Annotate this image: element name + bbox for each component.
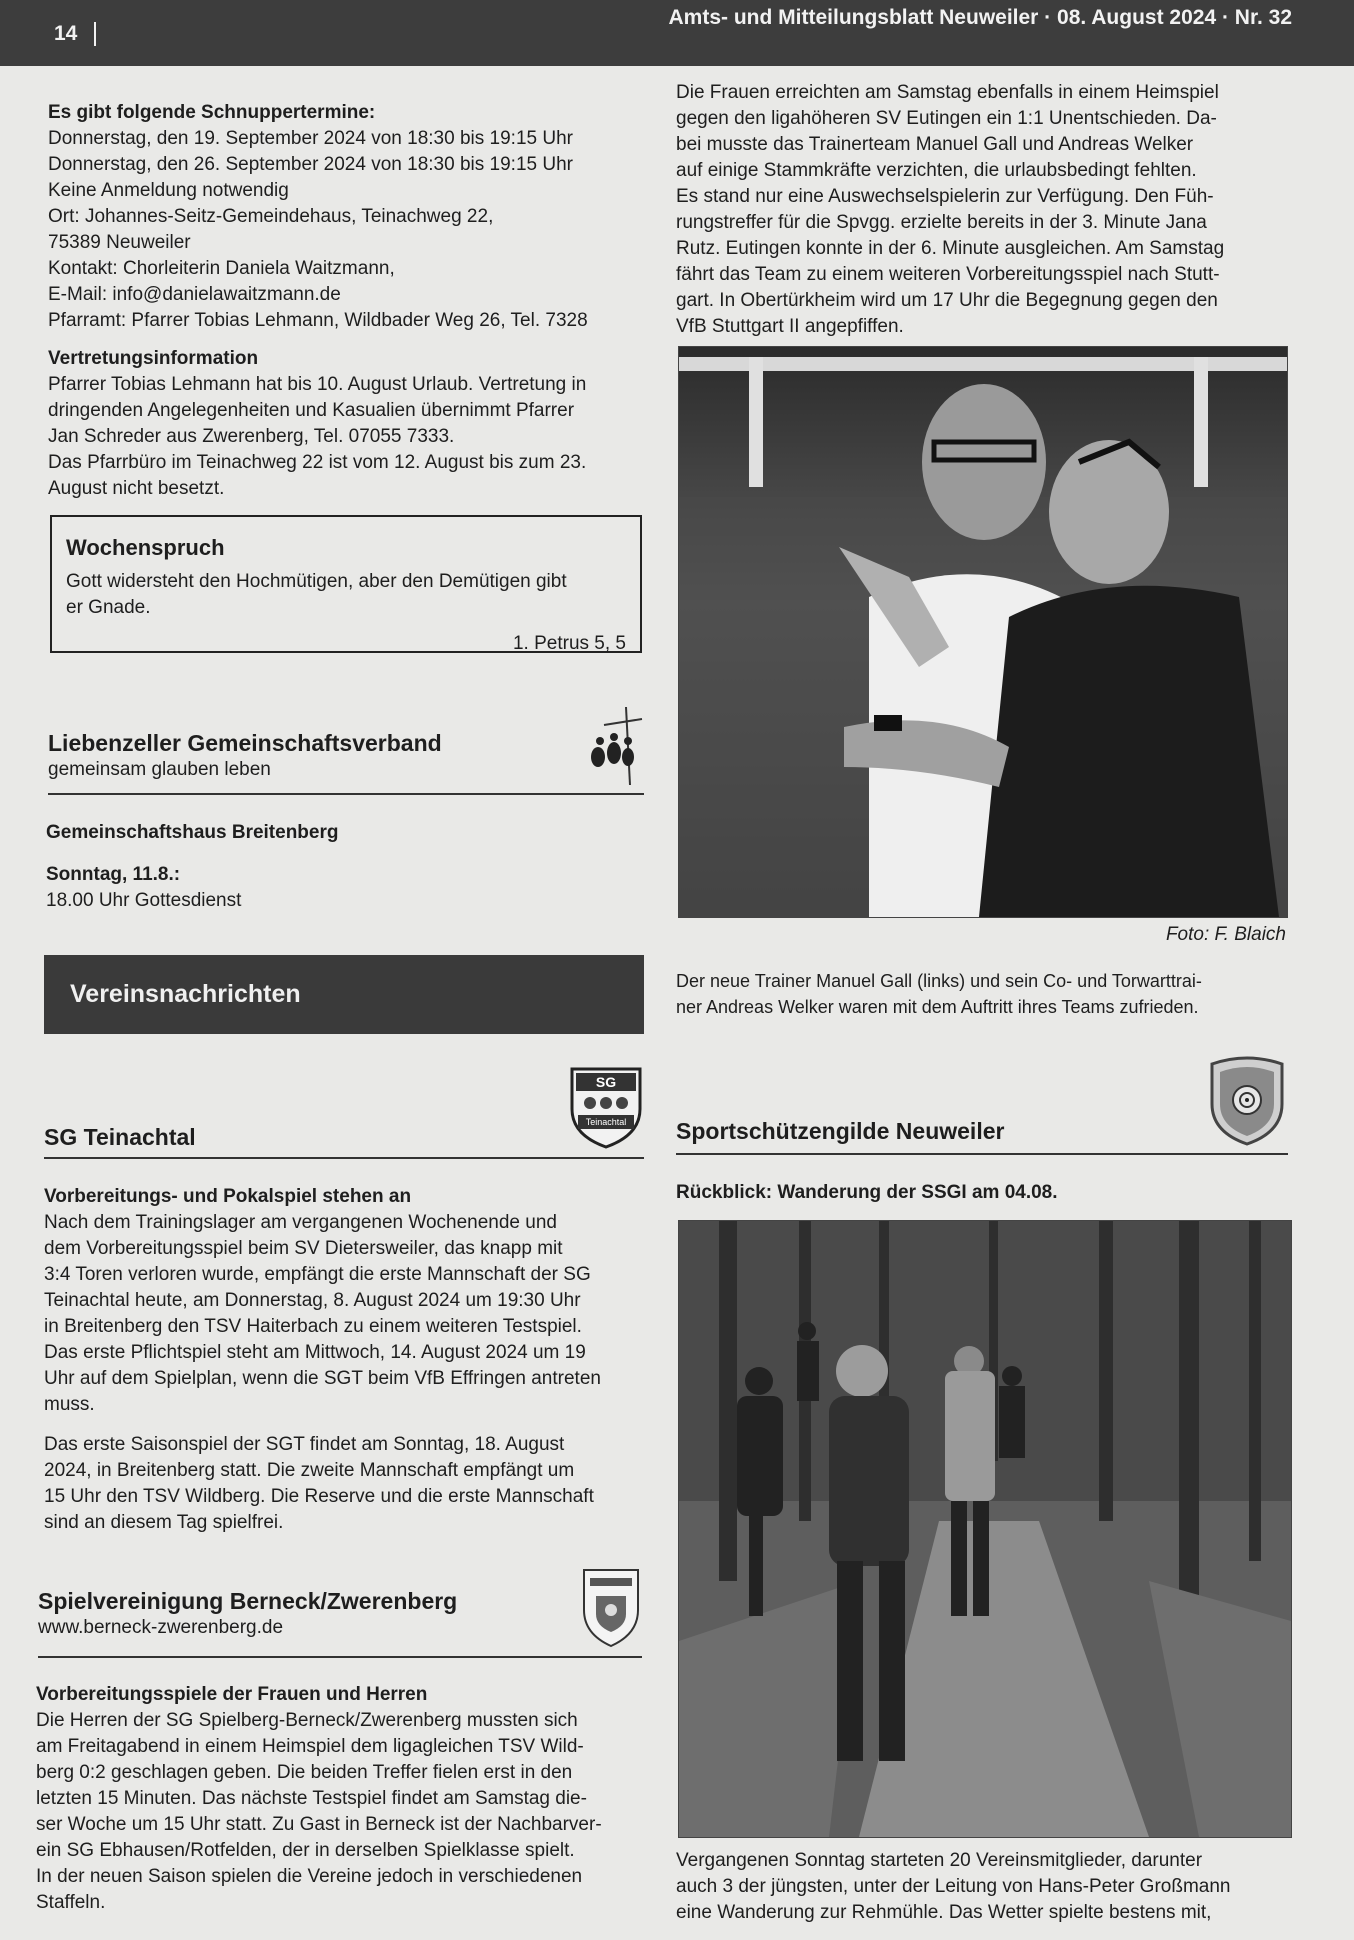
sg-teinachtal-line: dem Vorbereitungsspiel beim SV Dietersweiler, das knapp mit [44, 1238, 563, 1259]
berneck-subheading: Vorbereitungsspiele der Frauen und Herren [36, 1684, 428, 1705]
sg-teinachtal-line: 2024, in Breitenberg statt. Die zweite Mannschaft empfängt um [44, 1460, 575, 1481]
ssgi-subheading: Rückblick: Wanderung der SSGI am 04.08. [676, 1182, 1058, 1203]
sg-teinachtal-line: Nach dem Trainingslager am vergangenen Wochenende und [44, 1212, 557, 1233]
schnupper-line: Pfarramt: Pfarrer Tobias Lehmann, Wildbader Weg 26, Tel. 7328 [48, 310, 588, 331]
page-header [0, 0, 1354, 66]
frauen-line: VfB Stuttgart II angepfiffen. [676, 316, 904, 337]
ssgi-subheading-wrap [676, 1180, 1292, 1206]
schnupper-heading: Es gibt folgende Schnuppertermine: [48, 102, 376, 123]
sg-teinachtal-line: sind an diesem Tag spielfrei. [44, 1512, 284, 1533]
frauen-article [676, 80, 1292, 340]
schnupper-line: Donnerstag, den 19. September 2024 von 18:30 bis 19:15 Uhr [48, 128, 573, 149]
berneck-line: Staffeln. [36, 1892, 106, 1913]
ssgi-header [676, 1118, 1292, 1145]
schnupper-line: Keine Anmeldung notwendig [48, 180, 289, 201]
frauen-line: Die Frauen erreichten am Samstag ebenfalls in einem Heimspiel [676, 82, 1219, 103]
vertretung-line: August nicht besetzt. [48, 478, 225, 499]
schnupper-line: 75389 Neuweiler [48, 232, 191, 253]
liebenzeller-logo-icon [584, 705, 644, 792]
vertretung-line: dringenden Angelegenheiten und Kasualien übernimmt Pfarrer [48, 400, 575, 421]
berneck-line: ein SG Ebhausen/Rotfelden, der in derselben Spielklasse spielt. [36, 1840, 575, 1861]
vereinsnachrichten-banner: Vereinsnachrichten [44, 955, 644, 1034]
schnupper-section [48, 100, 648, 334]
caption-line: ner Andreas Welker waren mit dem Auftritt ihres Teams zufrieden. [676, 997, 1199, 1017]
liebenzeller-header [48, 730, 648, 783]
ssgi-rule [676, 1153, 1288, 1155]
liebenzeller-place: Gemeinschaftshaus Breitenberg [46, 822, 339, 843]
sg-logo-top-text: SG [595, 1074, 617, 1090]
sg-teinachtal-subheading: Vorbereitungs- und Pokalspiel stehen an [44, 1186, 412, 1207]
liebenzeller-event: 18.00 Uhr Gottesdienst [46, 890, 242, 911]
liebenzeller-title: Liebenzeller Gemeinschaftsverband [48, 730, 442, 756]
schnupper-line: Ort: Johannes-Seitz-Gemeindehaus, Teinachweg 22, [48, 206, 494, 227]
hiking-photo [678, 1220, 1292, 1838]
frauen-line: rungstreffer für die Spvgg. erzielte bereits in der 3. Minute Jana [676, 212, 1207, 233]
berneck-line: letzten 15 Minuten. Das nächste Testspiel findet am Samstag die- [36, 1788, 587, 1809]
ssgi-line: Vergangenen Sonntag starteten 20 Vereinsmitglieder, darunter [676, 1850, 1203, 1871]
ssgi-line: auch 3 der jüngsten, unter der Leitung von Hans-Peter Großmann [676, 1876, 1231, 1897]
sg-logo-bottom-text: Teinachtal [585, 1117, 627, 1127]
sg-teinachtal-rule [44, 1157, 644, 1159]
wochenspruch-title: Wochenspruch [66, 535, 225, 560]
publication-title: Amts- und Mitteilungsblatt Neuweiler · 08. August 2024 · Nr. 32 [668, 6, 1292, 29]
vertretung-line: Pfarrer Tobias Lehmann hat bis 10. August Urlaub. Vertretung in [48, 374, 587, 395]
berneck-line: In der neuen Saison spielen die Vereine jedoch in verschiedenen [36, 1866, 583, 1887]
ssgi-article [676, 1848, 1292, 1926]
header-divider [94, 22, 96, 46]
sg-teinachtal-line: muss. [44, 1394, 95, 1415]
vertretung-line: Das Pfarrbüro im Teinachweg 22 ist vom 12. August bis zum 23. [48, 452, 587, 473]
wochenspruch-text: er Gnade. [66, 597, 151, 618]
berneck-rule [38, 1656, 642, 1658]
sg-teinachtal-line: in Breitenberg den TSV Haiterbach zu einem weiteren Testspiel. [44, 1316, 582, 1337]
berneck-line: am Freitagabend in einem Heimspiel dem ligagleichen TSV Wild- [36, 1736, 584, 1757]
liebenzeller-rule [48, 793, 644, 795]
frauen-line: Rutz. Eutingen konnte in der 6. Minute ausgleichen. Am Samstag [676, 238, 1225, 259]
photo-credit: Foto: F. Blaich [1165, 924, 1286, 945]
vertretung-line: Jan Schreder aus Zwerenberg, Tel. 07055 7333. [48, 426, 455, 447]
sg-teinachtal-line: 15 Uhr den TSV Wildberg. Die Reserve und die erste Mannschaft [44, 1486, 594, 1507]
sg-teinachtal-line: Teinachtal heute, am Donnerstag, 8. August 2024 um 19:30 Uhr [44, 1290, 581, 1311]
sg-teinachtal-line: Uhr auf dem Spielplan, wenn die SGT beim VfB Effringen antreten [44, 1368, 601, 1389]
wochenspruch-text: Gott widersteht den Hochmütigen, aber den Demütigen gibt [66, 571, 567, 592]
schnupper-line: Kontakt: Chorleiterin Daniela Waitzmann, [48, 258, 395, 279]
berneck-line: ser Woche um 15 Uhr statt. Zu Gast in Berneck ist der Nachbarver- [36, 1814, 602, 1835]
frauen-line: Es stand nur eine Auswechselspielerin zur Verfügung. Den Füh- [676, 186, 1214, 207]
sg-teinachtal-header [44, 1124, 644, 1151]
berneck-header [38, 1588, 648, 1641]
liebenzeller-date: Sonntag, 11.8.: [46, 864, 181, 885]
berneck-article [36, 1682, 646, 1916]
wochenspruch-reference: 1. Petrus 5, 5 [512, 633, 626, 654]
schnupper-email[interactable]: E-Mail: info@danielawaitzmann.de [48, 284, 341, 305]
frauen-line: fährt das Team zu einem weiteren Vorbereitungsspiel nach Stutt- [676, 264, 1220, 285]
sg-teinachtal-title: SG Teinachtal [44, 1124, 196, 1150]
vertretung-section [48, 346, 648, 502]
wochenspruch-box [50, 515, 642, 653]
frauen-line: gart. In Obertürkheim wird um 17 Uhr die Begegnung gegen den [676, 290, 1218, 311]
frauen-line: bei musste das Trainerteam Manuel Gall und Andreas Welker [676, 134, 1194, 155]
sg-teinachtal-article [44, 1184, 644, 1536]
sg-teinachtal-line: Das erste Saisonspiel der SGT findet am Sonntag, 18. August [44, 1434, 565, 1455]
liebenzeller-subtitle: gemeinsam glauben leben [48, 759, 271, 780]
liebenzeller-details [46, 820, 646, 914]
page-number: 14 [54, 22, 78, 45]
berneck-title: Spielvereinigung Berneck/Zwerenberg [38, 1588, 458, 1614]
vertretung-heading: Vertretungsinformation [48, 348, 259, 369]
caption-line: Der neue Trainer Manuel Gall (links) und sein Co- und Torwarttrai- [676, 971, 1202, 991]
ssgi-line: eine Wanderung zur Rehmühle. Das Wetter spielte bestens mit, [676, 1902, 1212, 1923]
berneck-line: Die Herren der SG Spielberg-Berneck/Zwerenberg mussten sich [36, 1710, 578, 1731]
frauen-line: gegen den ligahöheren SV Eutingen ein 1:1 Unentschieden. Da- [676, 108, 1217, 129]
sg-teinachtal-line: 3:4 Toren verloren wurde, empfängt die erste Mannschaft der SG [44, 1264, 591, 1285]
coaches-caption [676, 968, 1292, 1020]
coaches-photo [678, 346, 1288, 918]
ssgi-title: Sportschützengilde Neuweiler [676, 1118, 1005, 1144]
berneck-website-link[interactable]: www.berneck-zwerenberg.de [38, 1617, 284, 1638]
frauen-line: auf einige Stammkräfte verzichten, die urlaubsbedingt fehlten. [676, 160, 1197, 181]
sg-teinachtal-line: Das erste Pflichtspiel steht am Mittwoch, 14. August 2024 um 19 [44, 1342, 586, 1363]
berneck-line: berg 0:2 geschlagen geben. Die beiden Treffer fielen erst in den [36, 1762, 573, 1783]
schnupper-line: Donnerstag, den 26. September 2024 von 18:30 bis 19:15 Uhr [48, 154, 573, 175]
